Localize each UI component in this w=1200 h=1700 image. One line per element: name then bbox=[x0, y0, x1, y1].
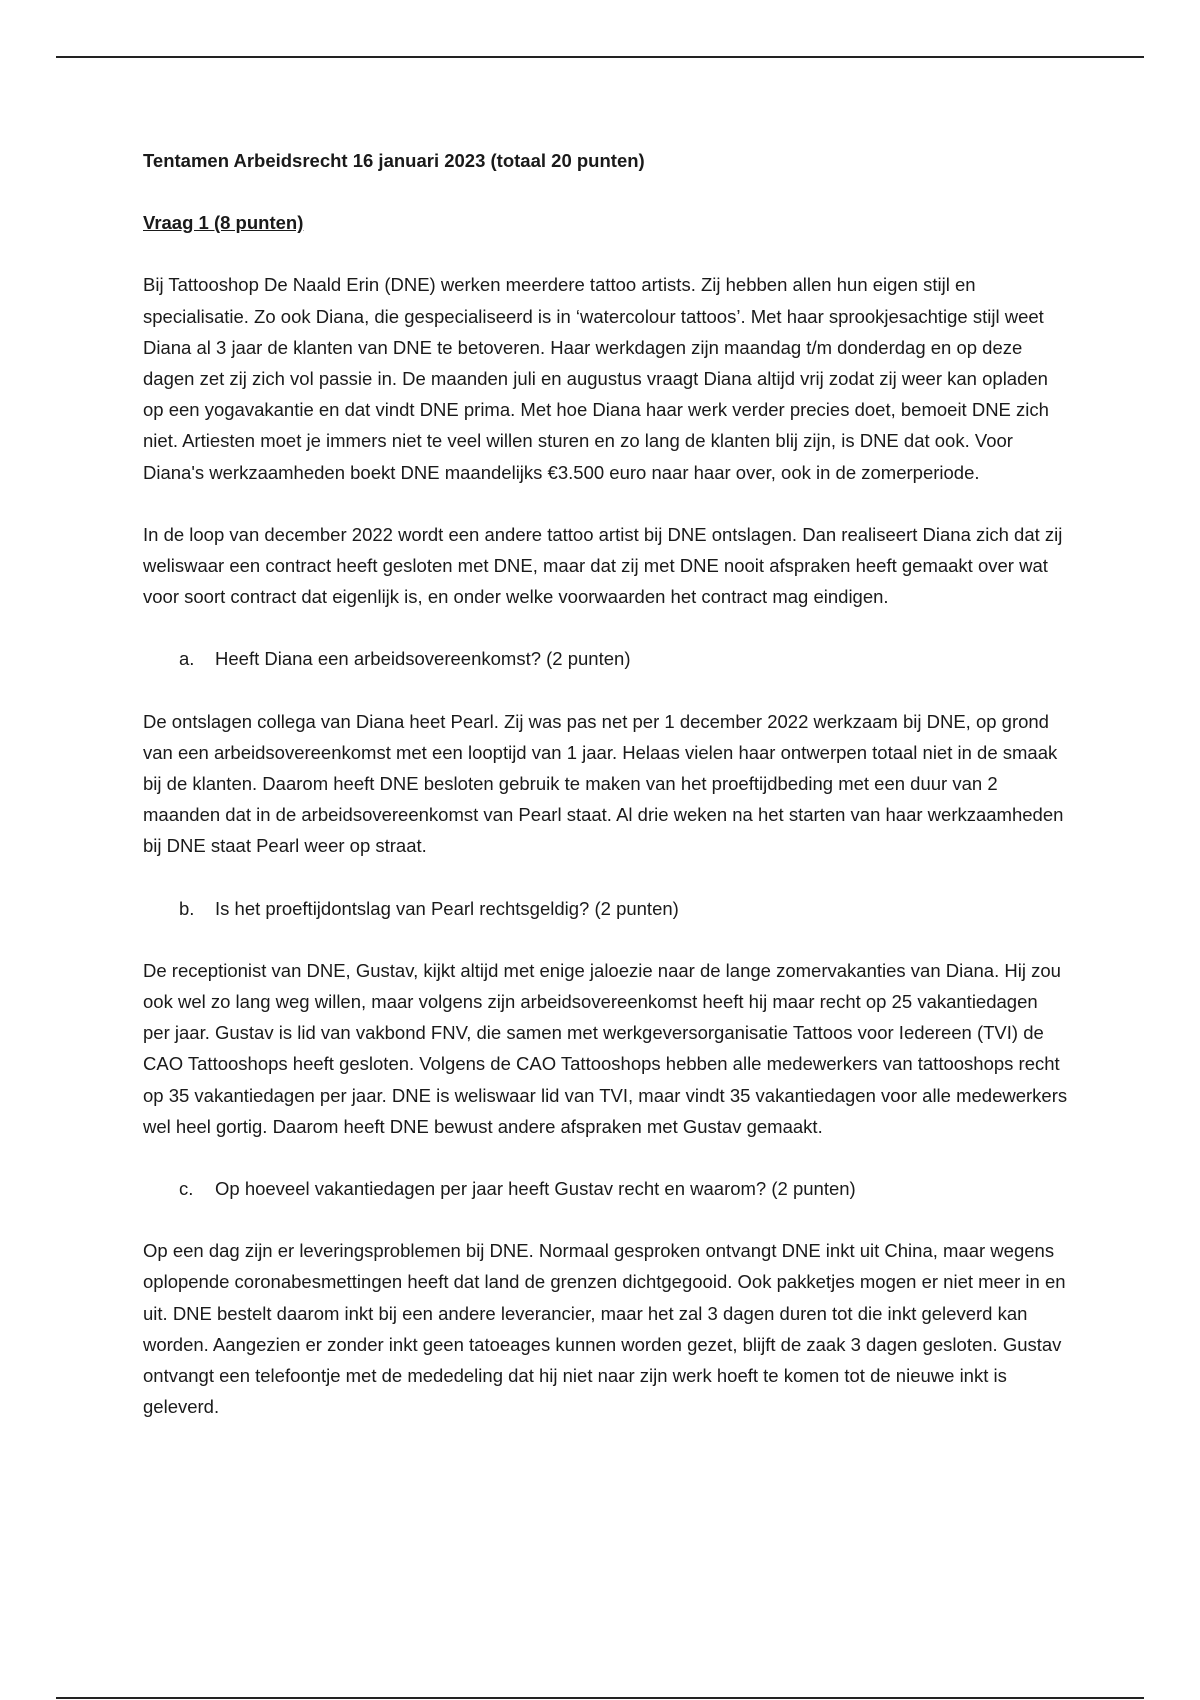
paragraph-pearl: De ontslagen collega van Diana heet Pearl. Zij was pas net per 1 december 2022 werkzaam bij DNE, op grond van een arbeidsovereenkomst met een looptijd van 1 jaar. Helaas vielen haar ontwerpen totaal niet in de smaak bij de klanten. Daarom heeft DNE besloten gebruik te maken van het proeftijdbeding met een duur van 2 maanden dat in de arbeidsovereenkomst van Pearl staat. Al drie weken na het starten van haar werkzaamheden bij DNE staat Pearl weer op straat. bbox=[143, 710, 1064, 857]
paragraph-delivery: Op een dag zijn er leveringsproblemen bij DNE. Normaal gesproken ontvangt DNE inkt uit China, maar wegens oplopende coronabesmettingen heeft dat land de grenzen dichtgegooid. Ook pakketjes mogen er niet meer in en uit. DNE bestelt daarom inkt bij een andere leverancier, maar het zal 3 dagen duren tot die inkt geleverd kan worden. Aangezien er zonder inkt geen tatoeages kunnen worden gezet, blijft de zaak 3 dagen gesloten. Gustav ontvangt een telefoontje met de mededeling dat hij niet naar zijn werk hoeft te komen tot de nieuwe inkt is geleverd. bbox=[143, 1240, 1066, 1418]
sub-question-text: Op hoeveel vakantiedagen per jaar heeft Gustav recht en waarom? (2 punten) bbox=[215, 1178, 856, 1200]
footer-rule bbox=[56, 1697, 1144, 1699]
paragraph-contract: In de loop van december 2022 wordt een andere tattoo artist bij DNE ontslagen. Dan realiseert Diana zich dat zij weliswaar een contract heeft gesloten met DNE, maar dat zij met DNE nooit afspraken heeft gemaakt over wat voor soort contract dat eigenlijk is, en onder welke voorwaarden het contract mag eindigen. bbox=[143, 523, 1063, 608]
sub-question-text: Is het proeftijdontslag van Pearl rechtsgeldig? (2 punten) bbox=[215, 897, 679, 919]
question-heading: Vraag 1 (8 punten) bbox=[143, 212, 304, 234]
sub-question-a bbox=[143, 643, 1068, 674]
sub-question-text: Heeft Diana een arbeidsovereenkomst? (2 punten) bbox=[215, 648, 631, 670]
sub-question-label: b. bbox=[179, 897, 195, 919]
sub-question-label: a. bbox=[179, 648, 195, 670]
paragraph-gustav: De receptionist van DNE, Gustav, kijkt altijd met enige jaloezie naar de lange zomervakanties van Diana. Hij zou ook wel zo lang weg willen, maar volgens zijn arbeidsovereenkomst heeft hij maar recht op 25 vakantiedagen per jaar. Gustav is lid van vakbond FNV, die samen met werkgeversorganisatie Tattoos voor Iedereen (TVI) de CAO Tattooshops heeft gesloten. Volgens de CAO Tattooshops hebben alle medewerkers van tattooshops recht op 35 vakantiedagen per jaar. DNE is weliswaar lid van TVI, maar vindt 35 vakantiedagen voor alle medewerkers wel heel gortig. Daarom heeft DNE bewust andere afspraken met Gustav gemaakt. bbox=[143, 959, 1068, 1137]
exam-title: Tentamen Arbeidsrecht 16 januari 2023 (totaal 20 punten) bbox=[143, 150, 645, 171]
header-rule bbox=[56, 56, 1144, 58]
sub-question-label: c. bbox=[179, 1178, 194, 1200]
document-body bbox=[143, 145, 1068, 1454]
sub-question-c bbox=[143, 1173, 1068, 1204]
sub-question-b bbox=[143, 893, 1068, 924]
paragraph-diana: Bij Tattooshop De Naald Erin (DNE) werken meerdere tattoo artists. Zij hebben allen hun eigen stijl en specialisatie. Zo ook Diana, die gespecialiseerd is in ‘watercolour tattoos’. Met haar sprookjesachtige stijl weet Diana al 3 jaar de klanten van DNE te betoveren. Haar werkdagen zijn maandag t/m donderdag en op deze dagen zet zij zich vol passie in. De maanden juli en augustus vraagt Diana altijd vrij zodat zij weer kan opladen op een yogavakantie en dat vindt DNE prima. Met hoe Diana haar werk verder precies doet, bemoeit DNE zich niet. Artiesten moet je immers niet te veel willen sturen en zo lang de klanten blij zijn, is DNE dat ook. Voor Diana's werkzaamheden boekt DNE maandelijks €3.500 euro naar haar over, ook in de zomerperiode. bbox=[143, 274, 1049, 483]
